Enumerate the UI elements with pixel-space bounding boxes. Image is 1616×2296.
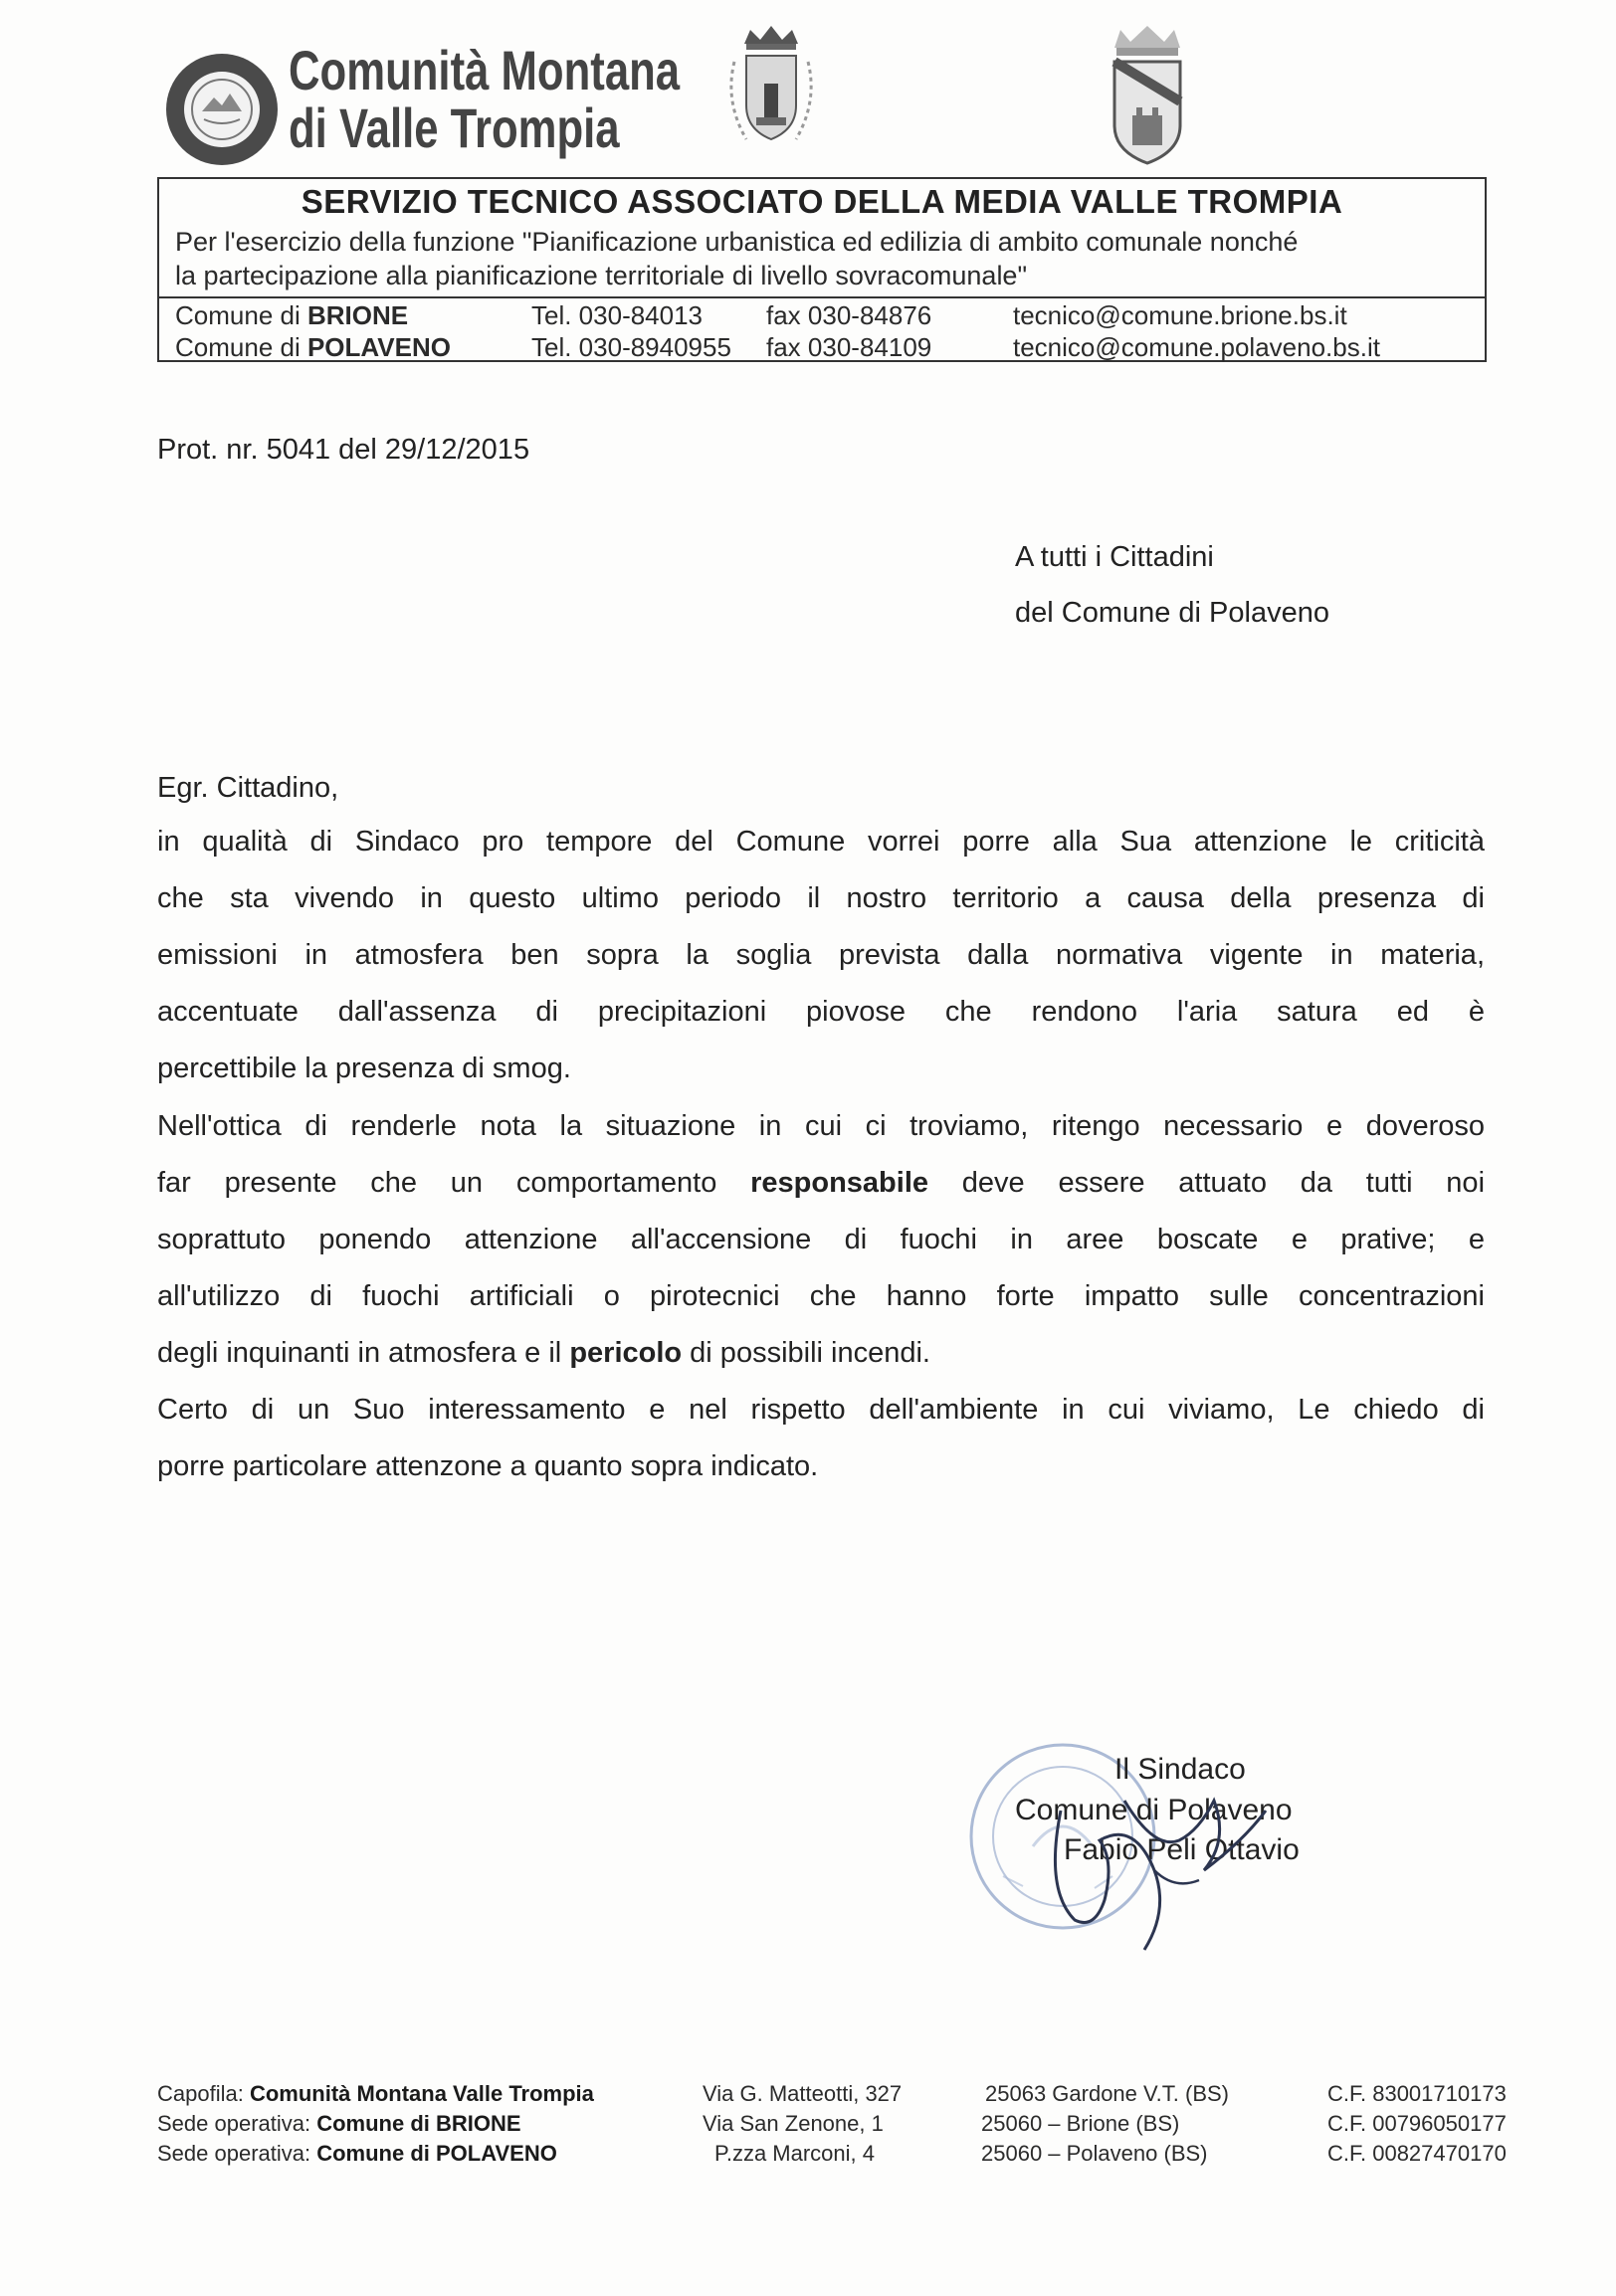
signature-title: Il Sindaco [1114, 1753, 1246, 1786]
footer-label: Sede operativa: [157, 2141, 317, 2166]
protocol-number: Prot. nr. 5041 del 29/12/2015 [157, 434, 530, 466]
footer-city: 25063 Gardone V.T. (BS) [985, 2081, 1230, 2106]
footer-entity-name: Comune di POLAVENO [316, 2141, 557, 2166]
footer-cf: C.F. 83001710173 [1327, 2081, 1507, 2106]
paragraph-line: Nell'ottica di renderle nota la situazione in cui ci troviamo, ritengo necessario e doveroso [157, 1110, 1485, 1142]
footer-city: 25060 – Brione (BS) [981, 2111, 1180, 2136]
signature-municipality: Comune di Polaveno [1015, 1794, 1293, 1826]
contact-fax: fax 030-84109 [766, 332, 932, 362]
paragraph-line: in qualità di Sindaco pro tempore del Comune vorrei porre alla Sua attenzione le criticità [157, 826, 1485, 858]
footer-address: Via G. Matteotti, 327 [703, 2081, 903, 2106]
recipient-line-1: A tutti i Cittadini [1015, 541, 1214, 573]
footer-label: Sede operativa: [157, 2111, 317, 2136]
paragraph-line: Certo di un Suo interessamento e nel rispetto dell'ambiente in cui viviamo, Le chiedo di [157, 1394, 1485, 1426]
paragraph-line: emissioni in atmosfera ben sopra la soglia prevista dalla normativa vigente in materia, [157, 939, 1485, 971]
text-segment: far presente che un comportamento [157, 1167, 751, 1199]
text-segment: degli inquinanti in atmosfera e il [157, 1337, 570, 1369]
emphasis-responsabile: responsabile [750, 1167, 929, 1199]
contact-name: POLAVENO [306, 332, 451, 362]
paragraph-1 [157, 814, 1485, 1097]
salutation: Egr. Cittadino, [157, 772, 339, 804]
footer-cf: C.F. 00796050177 [1327, 2111, 1507, 2136]
text-segment: di possibili incendi. [682, 1337, 930, 1369]
emphasis-pericolo: pericolo [569, 1337, 683, 1369]
paragraph-3 [157, 1382, 1485, 1495]
comunita-montana-logo-icon [162, 50, 282, 169]
contact-fax: fax 030-84876 [766, 300, 932, 330]
contact-municipality [175, 300, 408, 331]
paragraph-line [157, 1155, 1485, 1212]
footer-entity [157, 2081, 594, 2107]
paragraph-line: porre particolare attenzone a quanto sopra indicato. [157, 1450, 819, 1482]
contact-prefix: Comune di [175, 300, 307, 330]
service-description-line-2: la partecipazione alla pianificazione territoriale di livello sovracomunale" [175, 261, 1028, 290]
footer-entity-name: Comunità Montana Valle Trompia [249, 2081, 594, 2106]
footer-entity-name: Comune di BRIONE [316, 2111, 521, 2136]
paragraph-2 [157, 1098, 1485, 1382]
service-description-line-1: Per l'esercizio della funzione "Pianificazione urbanistica ed edilizia di ambito comunale nonché [175, 227, 1299, 257]
paragraph-line: soprattuto ponendo attenzione all'accensione di fuochi in aree boscate e prative; e [157, 1224, 1485, 1255]
footer-city: 25060 – Polaveno (BS) [981, 2141, 1208, 2166]
paragraph-line: percettibile la presenza di smog. [157, 1052, 571, 1084]
paragraph-line: all'utilizzo di fuochi artificiali o pirotecnici che hanno forte impatto sulle concentrazioni [157, 1280, 1485, 1312]
org-name-line-1: Comunità Montana [289, 39, 681, 101]
footer-label: Capofila: [157, 2081, 250, 2106]
box-divider [159, 296, 1485, 298]
brione-crest-icon [716, 22, 826, 161]
footer-address: P.zza Marconi, 4 [714, 2141, 876, 2166]
org-name-line-2: di Valle Trompia [289, 96, 620, 159]
contact-name: BRIONE [306, 300, 409, 330]
recipient-line-2: del Comune di Polaveno [1015, 597, 1329, 629]
contact-prefix: Comune di [175, 332, 307, 362]
footer-entity [157, 2111, 521, 2137]
footer-address: Via San Zenone, 1 [703, 2111, 884, 2136]
footer-cf: C.F. 00827470170 [1327, 2141, 1507, 2166]
handwritten-signature-icon [1005, 1781, 1274, 1960]
contact-tel: Tel. 030-8940955 [531, 332, 731, 362]
contact-email[interactable]: tecnico@comune.polaveno.bs.it [1013, 332, 1380, 362]
paragraph-line: che sta vivendo in questo ultimo periodo il nostro territorio a causa della presenza di [157, 882, 1485, 914]
org-name [289, 39, 790, 159]
contact-municipality [175, 332, 451, 363]
service-title: SERVIZIO TECNICO ASSOCIATO DELLA MEDIA VALLE TROMPIA [301, 183, 1343, 220]
text-segment: deve essere attuato da tutti noi [928, 1167, 1486, 1199]
footer-entity [157, 2141, 557, 2167]
contact-email[interactable]: tecnico@comune.brione.bs.it [1013, 300, 1347, 330]
service-header-box [157, 177, 1487, 362]
signature-name: Fabio Peli Ottavio [1064, 1833, 1300, 1866]
paragraph-line: accentuate dall'assenza di precipitazioni piovose che rendono l'aria satura ed è [157, 996, 1485, 1028]
paragraph-line [157, 1325, 1485, 1382]
polaveno-crest-icon [1103, 22, 1192, 171]
contact-tel: Tel. 030-84013 [531, 300, 704, 330]
